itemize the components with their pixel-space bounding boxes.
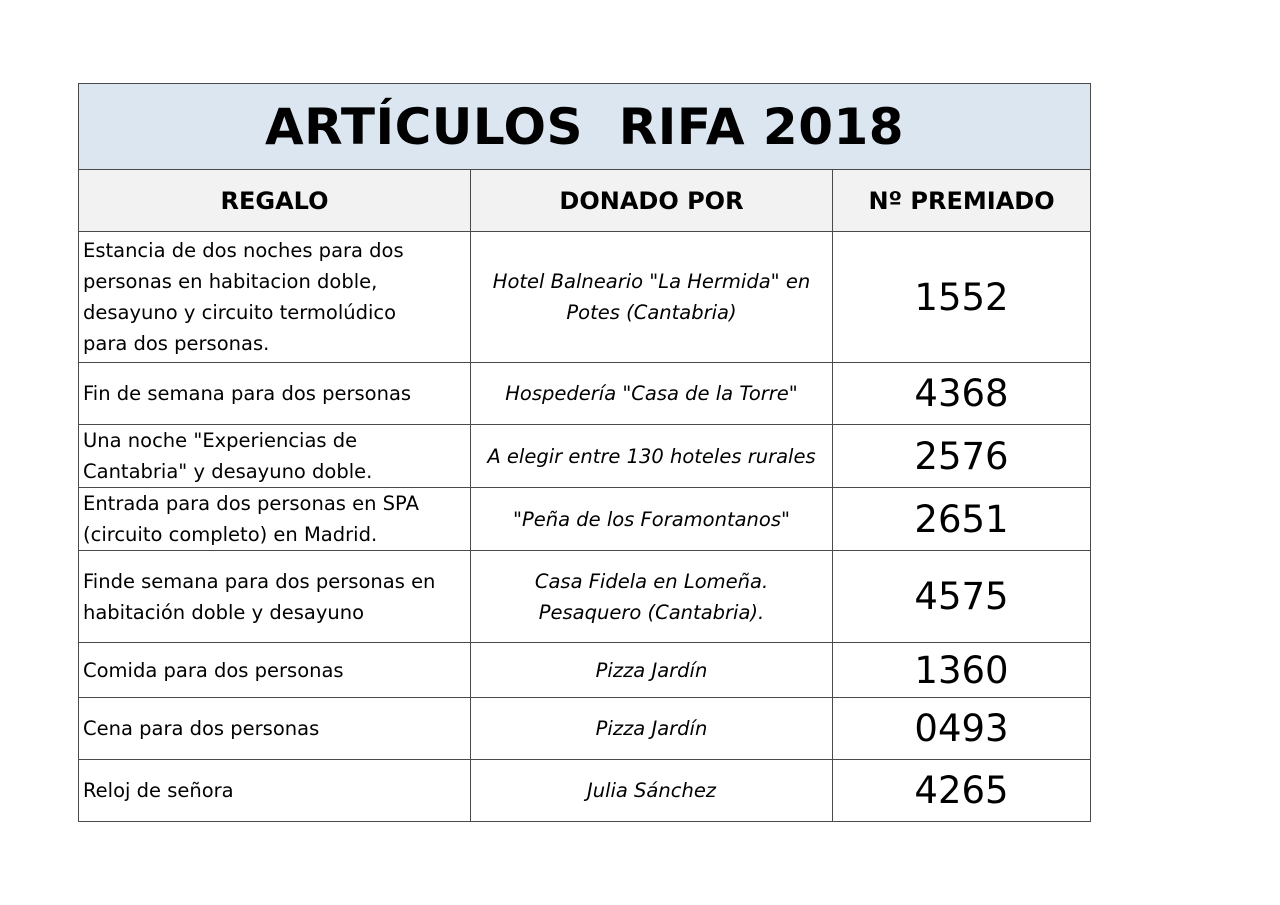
page-title: ARTÍCULOS RIFA 2018	[79, 84, 1091, 170]
table-row	[79, 643, 1091, 698]
donor-cell: A elegir entre 130 hoteles rurales	[471, 425, 833, 488]
winning-number-cell: 2651	[833, 488, 1091, 551]
header-gift: REGALO	[79, 170, 471, 232]
gift-cell: Comida para dos personas	[79, 643, 471, 698]
gift-cell: Una noche "Experiencias de Cantabria" y desayuno doble.	[79, 425, 471, 488]
gift-cell: Estancia de dos noches para dos personas en habitacion doble, desayuno y circuito termolúdico para dos personas.	[79, 232, 471, 363]
table-row	[79, 425, 1091, 488]
winning-number-cell: 4265	[833, 760, 1091, 822]
table-row	[79, 232, 1091, 363]
donor-cell: Pizza Jardín	[471, 643, 833, 698]
table-row	[79, 551, 1091, 643]
donor-cell: "Peña de los Foramontanos"	[471, 488, 833, 551]
table-row	[79, 698, 1091, 760]
table-row	[79, 760, 1091, 822]
donor-cell: Julia Sánchez	[471, 760, 833, 822]
raffle-table	[78, 83, 1091, 822]
winning-number-cell: 1552	[833, 232, 1091, 363]
winning-number-cell: 1360	[833, 643, 1091, 698]
header-donor: DONADO POR	[471, 170, 833, 232]
gift-cell: Cena para dos personas	[79, 698, 471, 760]
gift-cell: Finde semana para dos personas en habitación doble y desayuno	[79, 551, 471, 643]
gift-cell: Fin de semana para dos personas	[79, 363, 471, 425]
gift-cell: Reloj de señora	[79, 760, 471, 822]
winning-number-cell: 2576	[833, 425, 1091, 488]
winning-number-cell: 4575	[833, 551, 1091, 643]
gift-cell: Entrada para dos personas en SPA (circuito completo) en Madrid.	[79, 488, 471, 551]
donor-cell: Hospedería "Casa de la Torre"	[471, 363, 833, 425]
winning-number-cell: 4368	[833, 363, 1091, 425]
donor-cell: Pizza Jardín	[471, 698, 833, 760]
table-row	[79, 363, 1091, 425]
donor-cell: Casa Fidela en Lomeña. Pesaquero (Cantabria).	[471, 551, 833, 643]
table-row	[79, 488, 1091, 551]
header-winning-number: Nº PREMIADO	[833, 170, 1091, 232]
winning-number-cell: 0493	[833, 698, 1091, 760]
donor-cell: Hotel Balneario "La Hermida" en Potes (Cantabria)	[471, 232, 833, 363]
